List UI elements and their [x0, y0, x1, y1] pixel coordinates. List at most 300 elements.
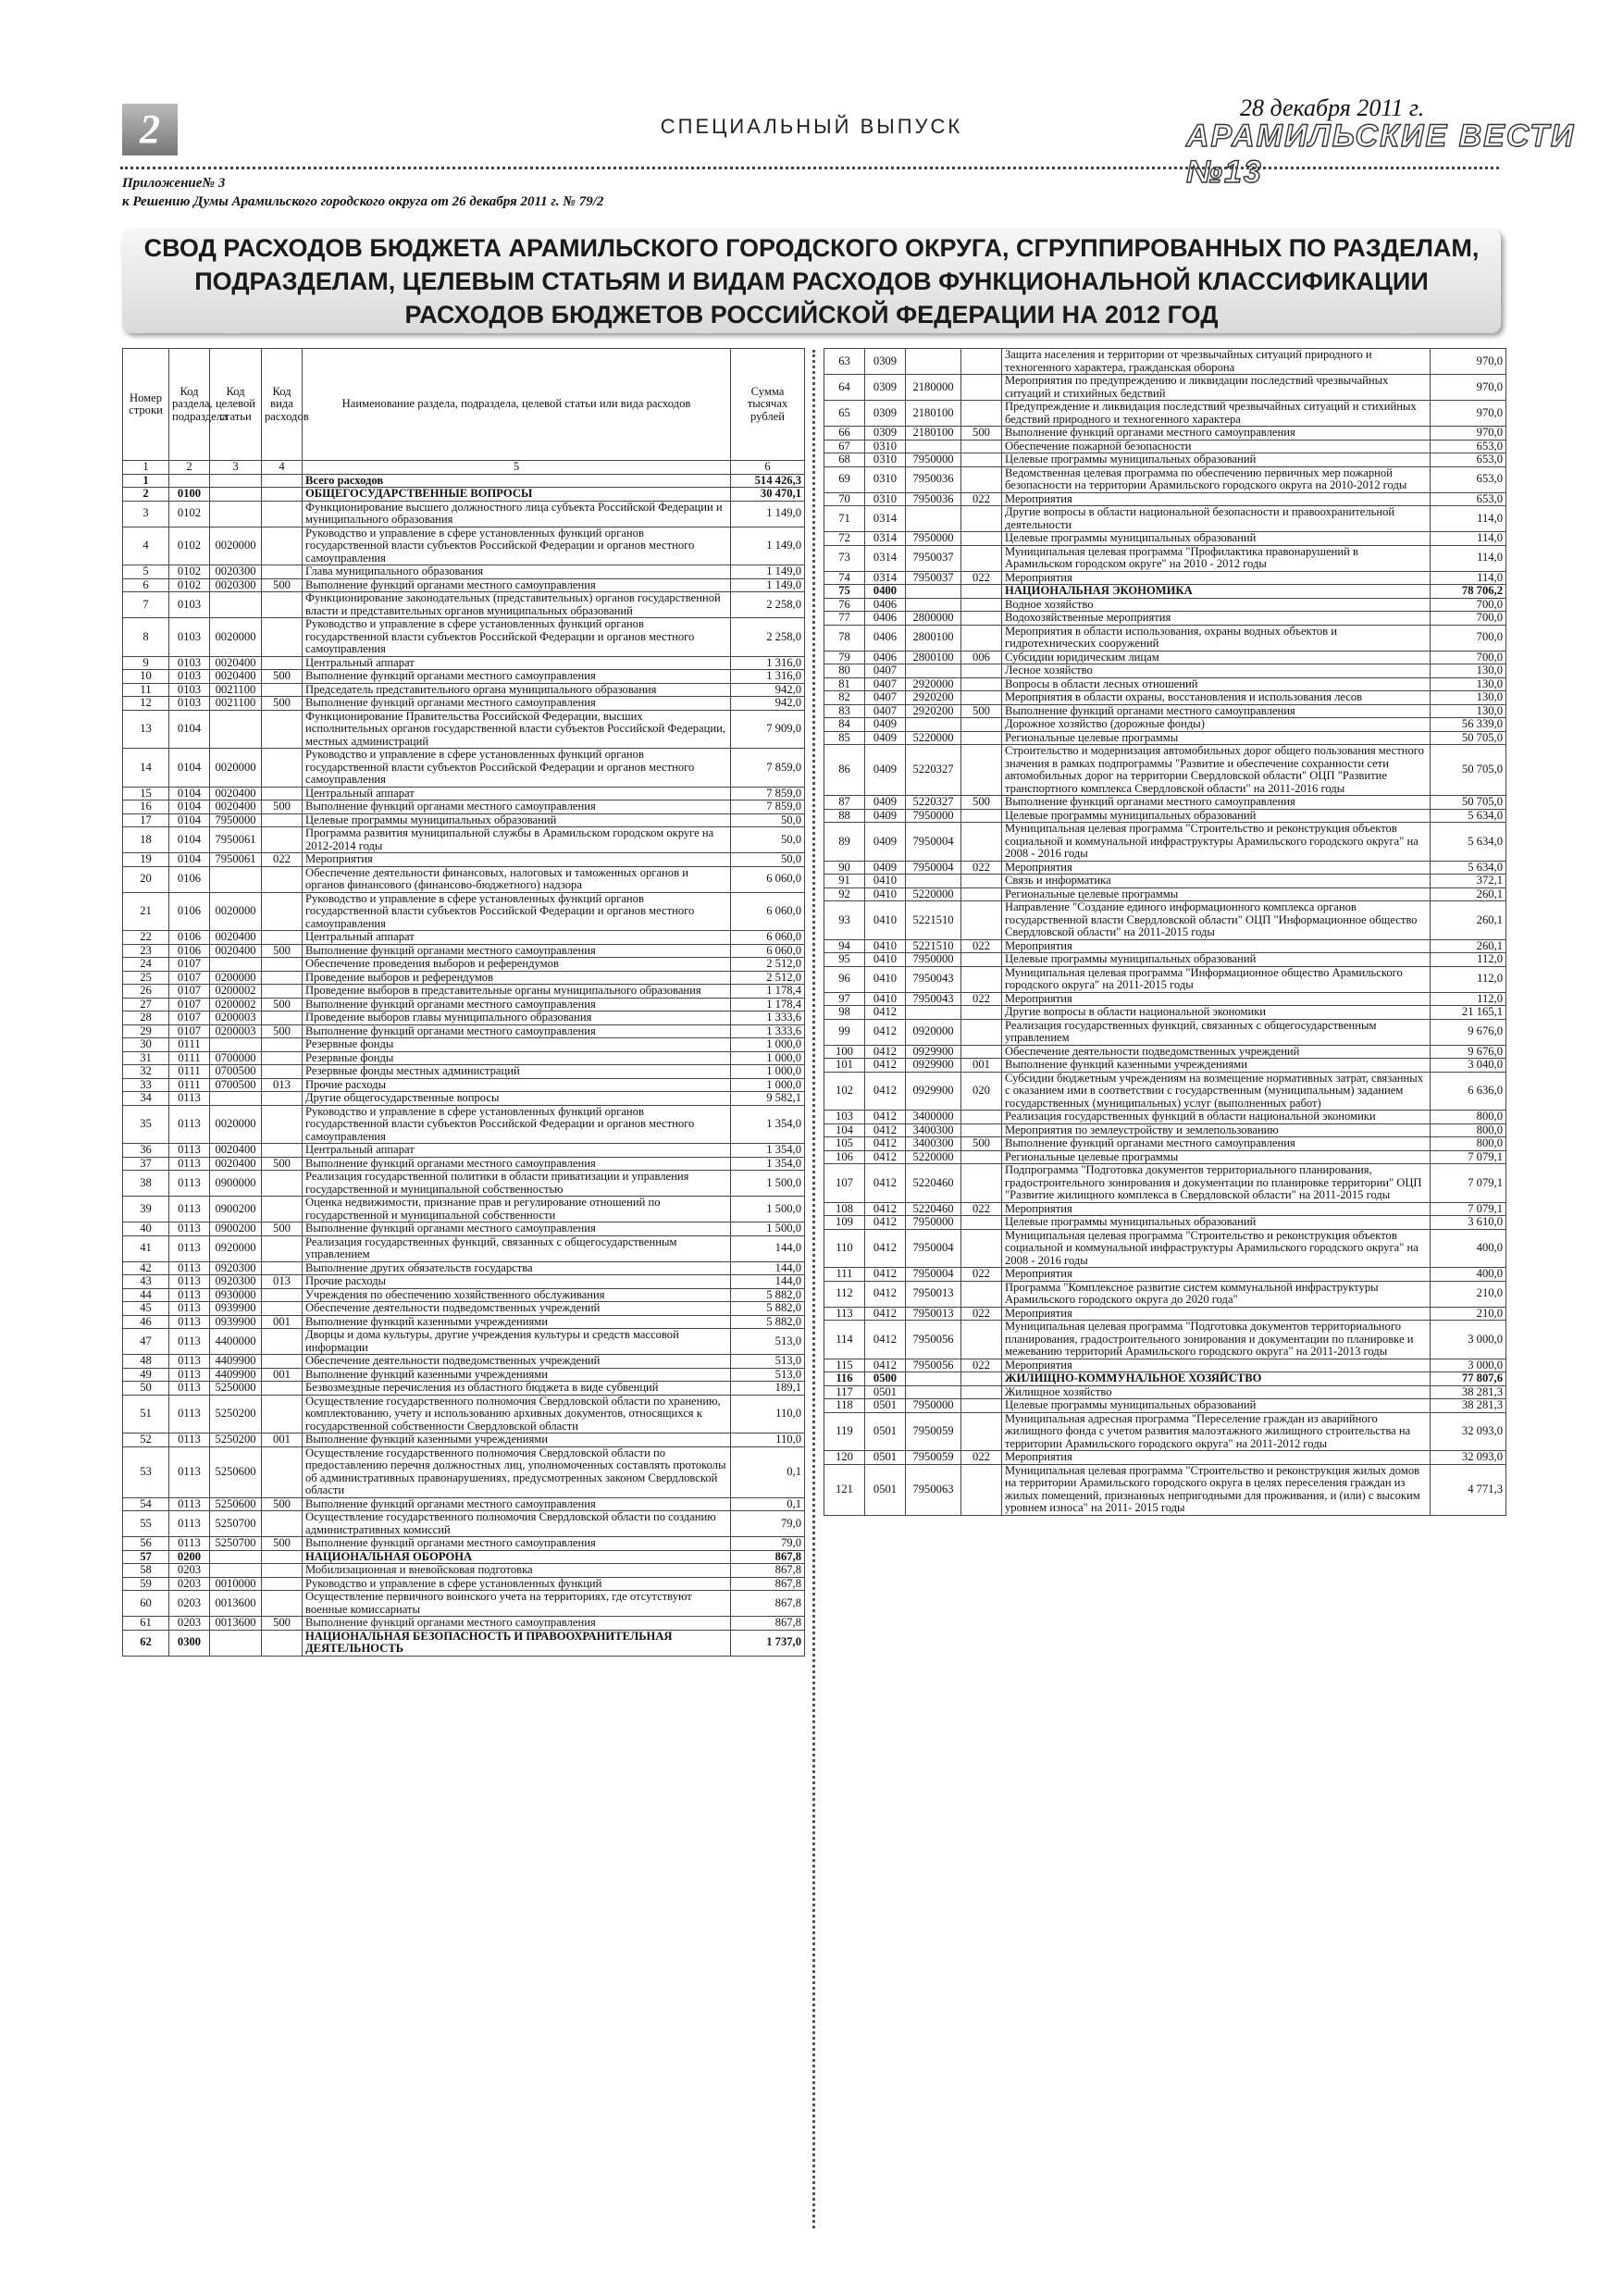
table-row — [824, 375, 1506, 401]
row-number: 14 — [123, 749, 169, 788]
article-code: 0200002 — [210, 985, 262, 999]
table-row — [824, 466, 1506, 492]
row-name: Мероприятия — [1002, 992, 1431, 1006]
row-number: 73 — [824, 545, 865, 571]
section-code: 0104 — [169, 710, 210, 749]
article-code: 2920200 — [906, 704, 961, 718]
table-row — [123, 787, 805, 800]
article-code: 0920000 — [906, 1019, 961, 1045]
row-amount: 114,0 — [1431, 571, 1506, 585]
row-name: Резервные фонды — [303, 1038, 731, 1052]
expense-type — [262, 488, 303, 502]
expense-type — [262, 787, 303, 800]
expense-type — [961, 1045, 1002, 1059]
expense-type: 500 — [262, 1157, 303, 1171]
article-code: 3400000 — [906, 1111, 961, 1124]
table-row — [824, 1111, 1506, 1124]
section-code: 0412 — [865, 1111, 906, 1124]
section-code: 0412 — [865, 1019, 906, 1045]
row-name: Функционирование законодательных (представительных) органов государственной власти и представительных органов муниципальных образований — [303, 592, 731, 618]
row-name: Функционирование Правительства Российской Федерации, высших исполнительных органов государственной власти субъектов Российской Федерации, местных администраций — [303, 710, 731, 749]
section-code: 0113 — [169, 1288, 210, 1302]
table-row — [824, 745, 1506, 796]
section-code: 0412 — [865, 1072, 906, 1111]
row-name: Мероприятия — [1002, 1202, 1431, 1216]
row-amount: 867,8 — [731, 1550, 805, 1564]
article-code: 7950000 — [906, 453, 961, 467]
section-code: 0111 — [169, 1038, 210, 1052]
expense-type — [262, 710, 303, 749]
row-number: 115 — [824, 1359, 865, 1372]
row-number: 81 — [824, 677, 865, 691]
row-number: 117 — [824, 1385, 865, 1399]
row-name: Резервные фонды — [303, 1051, 731, 1065]
table-row — [123, 1315, 805, 1329]
table-row — [123, 474, 805, 488]
row-number: 36 — [123, 1144, 169, 1158]
row-amount: 400,0 — [1431, 1268, 1506, 1282]
row-amount: 5 882,0 — [731, 1288, 805, 1302]
table-left-column — [122, 348, 805, 1657]
article-code: 0929900 — [906, 1072, 961, 1111]
row-amount: 9 582,1 — [731, 1092, 805, 1106]
table-row — [824, 796, 1506, 810]
row-amount: 130,0 — [1431, 664, 1506, 678]
row-amount: 1 000,0 — [731, 1078, 805, 1092]
expense-type: 022 — [961, 1359, 1002, 1372]
article-code: 7950004 — [906, 861, 961, 875]
row-name: Реализация государственных функций, связанных с общегосударственным управлением — [1002, 1019, 1431, 1045]
row-amount: 5 882,0 — [731, 1315, 805, 1329]
table-row — [824, 1268, 1506, 1282]
table-row — [123, 1577, 805, 1591]
table-row — [824, 823, 1506, 862]
row-amount: 1 178,4 — [731, 985, 805, 999]
row-name: Центральный аппарат — [303, 931, 731, 945]
header-expense-type-code: Код вида расходов — [262, 349, 303, 461]
row-number: 67 — [824, 440, 865, 453]
article-code — [906, 1006, 961, 1020]
row-number: 88 — [824, 809, 865, 823]
row-number: 94 — [824, 939, 865, 953]
article-code: 5220460 — [906, 1202, 961, 1216]
table-row — [123, 578, 805, 592]
row-number: 64 — [824, 375, 865, 401]
table-row — [824, 440, 1506, 453]
expense-type — [961, 349, 1002, 375]
section-code: 0106 — [169, 944, 210, 958]
table-row — [824, 1150, 1506, 1164]
article-code: 0020000 — [210, 527, 262, 565]
expense-type — [961, 401, 1002, 427]
expense-type: 022 — [961, 992, 1002, 1006]
row-amount: 32 093,0 — [1431, 1451, 1506, 1465]
expense-type — [262, 931, 303, 945]
section-code: 0309 — [865, 427, 906, 441]
expense-type: 022 — [961, 1268, 1002, 1282]
row-amount: 21 165,1 — [1431, 1006, 1506, 1020]
table-row — [123, 1261, 805, 1275]
row-name: Мероприятия по землеустройству и землепользованию — [1002, 1123, 1431, 1137]
section-code: 0102 — [169, 565, 210, 579]
row-number: 22 — [123, 931, 169, 945]
row-amount: 4 771,3 — [1431, 1464, 1506, 1515]
row-name: Обеспечение проведения выборов и референдумов — [303, 958, 731, 972]
section-code: 0103 — [169, 656, 210, 670]
table-row — [824, 966, 1506, 992]
article-code: 0200000 — [210, 971, 262, 985]
article-code: 7950056 — [906, 1321, 961, 1359]
table-row — [824, 992, 1506, 1006]
row-amount: 942,0 — [731, 683, 805, 697]
article-code — [906, 506, 961, 532]
expense-type — [961, 545, 1002, 571]
row-amount: 970,0 — [1431, 349, 1506, 375]
article-code: 0020400 — [210, 787, 262, 800]
row-amount: 50 705,0 — [1431, 745, 1506, 796]
row-name: Реализация государственных функций в области национальной экономики — [1002, 1111, 1431, 1124]
row-number: 50 — [123, 1382, 169, 1396]
table-row — [123, 853, 805, 867]
article-code: 0020400 — [210, 1144, 262, 1158]
expense-type: 022 — [961, 939, 1002, 953]
row-name: Выполнение функций органами местного самоуправления — [303, 1222, 731, 1236]
article-code: 0020000 — [210, 1105, 262, 1144]
row-number: 97 — [824, 992, 865, 1006]
expense-type: 001 — [262, 1368, 303, 1382]
section-code: 0200 — [169, 1550, 210, 1564]
row-amount: 1 737,0 — [731, 1630, 805, 1656]
row-number: 47 — [123, 1329, 169, 1355]
expense-type — [961, 1372, 1002, 1386]
row-name: Другие вопросы в области национальной безопасности и правоохранительной деятельности — [1002, 506, 1431, 532]
section-code: 0500 — [865, 1372, 906, 1386]
expense-type — [961, 901, 1002, 940]
article-code: 0920300 — [210, 1261, 262, 1275]
section-code: 0111 — [169, 1078, 210, 1092]
expense-type — [262, 1038, 303, 1052]
row-number: 33 — [123, 1078, 169, 1092]
expense-type — [961, 875, 1002, 888]
expense-type — [262, 656, 303, 670]
row-name: Прочие расходы — [303, 1275, 731, 1289]
row-name: Мероприятия в области охраны, восстановления и использования лесов — [1002, 691, 1431, 705]
expense-type: 022 — [961, 1307, 1002, 1321]
column-divider — [812, 350, 815, 2228]
row-number: 116 — [824, 1372, 865, 1386]
section-code: 0314 — [865, 571, 906, 585]
table-row — [824, 1372, 1506, 1386]
row-number: 84 — [824, 718, 865, 732]
section-code: 0501 — [865, 1451, 906, 1465]
section-code: 0203 — [169, 1591, 210, 1617]
row-number: 80 — [824, 664, 865, 678]
article-code: 0900200 — [210, 1197, 262, 1222]
expense-type: 500 — [262, 697, 303, 711]
row-amount: 942,0 — [731, 697, 805, 711]
row-name: Муниципальная целевая программа "Строительство и реконструкция жилых домов на территории Арамильского городского округа в целях переселения граждан из жилых помещений, признанных непригодными для проживания, и (или) с высоким уровнем износа" на 2011- 2015 годы — [1002, 1464, 1431, 1515]
expense-type — [961, 1412, 1002, 1451]
row-number: 95 — [824, 953, 865, 967]
row-name: Программа развития муниципальной службы в Арамильском городском округе на 2012-2014 годы — [303, 827, 731, 853]
expense-type — [262, 1446, 303, 1497]
section-code: 0100 — [169, 488, 210, 502]
row-number: 59 — [123, 1577, 169, 1591]
section-code: 0104 — [169, 827, 210, 853]
expense-type — [961, 532, 1002, 546]
table-row — [123, 1144, 805, 1158]
row-name: Осуществление государственного полномочия Свердловской области по предоставлению перечня должностных лиц, уполномоченных составлять протоколы об административных правонарушениях, предусмотренных законом Свердловской области — [303, 1446, 731, 1497]
row-amount: 1 316,0 — [731, 656, 805, 670]
row-amount: 1 500,0 — [731, 1197, 805, 1222]
row-name: Водное хозяйство — [1002, 598, 1431, 612]
section-code: 0412 — [865, 1321, 906, 1359]
expense-type — [961, 1111, 1002, 1124]
row-amount: 867,8 — [731, 1617, 805, 1631]
table-row — [123, 1395, 805, 1433]
article-code: 0700000 — [210, 1051, 262, 1065]
expense-type: 001 — [262, 1315, 303, 1329]
article-code: 7950004 — [906, 1268, 961, 1282]
row-name: Выполнение функций органами местного самоуправления — [1002, 427, 1431, 441]
table-row — [123, 592, 805, 618]
article-code: 7950059 — [906, 1412, 961, 1451]
article-code: 4400000 — [210, 1329, 262, 1355]
row-number: 118 — [824, 1399, 865, 1413]
row-name: Вопросы в области лесных отношений — [1002, 677, 1431, 691]
article-code: 2180000 — [906, 375, 961, 401]
section-code: 0412 — [865, 1045, 906, 1059]
row-number: 83 — [824, 704, 865, 718]
table-row — [824, 953, 1506, 967]
article-code: 3400300 — [906, 1137, 961, 1151]
article-code: 0010000 — [210, 1577, 262, 1591]
article-code — [906, 664, 961, 678]
table-row — [824, 1059, 1506, 1073]
expense-type — [961, 375, 1002, 401]
row-name: Выполнение функций органами местного самоуправления — [303, 800, 731, 814]
table-row — [123, 1329, 805, 1355]
expense-type: 006 — [961, 651, 1002, 664]
row-name: Выполнение функций органами местного самоуправления — [303, 578, 731, 592]
expense-type: 500 — [262, 944, 303, 958]
row-number: 70 — [824, 492, 865, 506]
row-amount: 7 909,0 — [731, 710, 805, 749]
expense-type: 500 — [961, 704, 1002, 718]
section-code: 0412 — [865, 1164, 906, 1203]
row-number: 107 — [824, 1164, 865, 1203]
row-amount: 130,0 — [1431, 704, 1506, 718]
row-amount: 79,0 — [731, 1537, 805, 1551]
row-name: Муниципальная целевая программа "Строительство и реконструкция объектов социальной и коммунальной инфраструктуры Арамильского городского округа" на 2008 - 2016 годы — [1002, 1229, 1431, 1268]
article-code: 4409900 — [210, 1355, 262, 1369]
header-row-number: Номер строки — [123, 349, 169, 461]
expense-type — [262, 1144, 303, 1158]
expense-type: 500 — [262, 578, 303, 592]
row-number: 5 — [123, 565, 169, 579]
appendix-line-2: к Решению Думы Арамильского городского округа от 26 декабря 2011 г. № 79/2 — [122, 194, 604, 209]
article-code — [210, 710, 262, 749]
section-code: 0113 — [169, 1446, 210, 1497]
row-name: Целевые программы муниципальных образований — [1002, 532, 1431, 546]
article-code: 5220000 — [906, 731, 961, 745]
section-code: 0113 — [169, 1329, 210, 1355]
table-row — [824, 1399, 1506, 1413]
row-number: 18 — [123, 827, 169, 853]
row-number: 42 — [123, 1261, 169, 1275]
section-code: 0102 — [169, 527, 210, 565]
section-code: 0103 — [169, 618, 210, 657]
row-name: Мероприятия — [1002, 861, 1431, 875]
row-amount: 7 859,0 — [731, 787, 805, 800]
table-row — [824, 401, 1506, 427]
table-row — [824, 704, 1506, 718]
row-amount: 50 705,0 — [1431, 731, 1506, 745]
section-code: 0409 — [865, 745, 906, 796]
row-amount: 800,0 — [1431, 1123, 1506, 1137]
expense-type: 001 — [961, 1059, 1002, 1073]
row-amount: 260,1 — [1431, 887, 1506, 901]
expense-type — [262, 1355, 303, 1369]
section-code: 0407 — [865, 677, 906, 691]
section-code: 0407 — [865, 691, 906, 705]
row-amount: 1 500,0 — [731, 1171, 805, 1197]
row-name: Региональные целевые программы — [1002, 887, 1431, 901]
section-code: 0409 — [865, 861, 906, 875]
table-row — [824, 571, 1506, 585]
row-name: Обеспечение деятельности подведомственных учреждений — [303, 1355, 731, 1369]
article-code: 5220327 — [906, 796, 961, 810]
row-number: 17 — [123, 813, 169, 827]
row-number: 29 — [123, 1024, 169, 1038]
article-code: 7950059 — [906, 1451, 961, 1465]
row-number: 38 — [123, 1171, 169, 1197]
row-name: Мероприятия — [1002, 939, 1431, 953]
row-name: Осуществление государственного полномочия Свердловской области по хранению, комплектованию, учету и использованию архивных документов, относящихся к государственной собственности Свердловской области — [303, 1395, 731, 1433]
row-amount: 700,0 — [1431, 625, 1506, 651]
row-name: Выполнение других обязательств государства — [303, 1261, 731, 1275]
article-code: 0013600 — [210, 1591, 262, 1617]
row-name: Муниципальная целевая программа "Профилактика правонарушений в Арамильском городском округе" на 2010 - 2012 годы — [1002, 545, 1431, 571]
row-amount: 3 000,0 — [1431, 1321, 1506, 1359]
section-code: 0104 — [169, 749, 210, 788]
section-code: 0203 — [169, 1564, 210, 1578]
row-amount: 1 333,6 — [731, 1024, 805, 1038]
row-amount: 867,8 — [731, 1577, 805, 1591]
section-code: 0113 — [169, 1222, 210, 1236]
expense-type: 500 — [262, 1617, 303, 1631]
row-name: Выполнение функций органами местного самоуправления — [303, 944, 731, 958]
row-number: 13 — [123, 710, 169, 749]
article-code: 7950013 — [906, 1307, 961, 1321]
article-code — [906, 598, 961, 612]
expense-type — [262, 1302, 303, 1316]
table-row — [824, 1464, 1506, 1515]
row-name: Целевые программы муниципальных образований — [1002, 1399, 1431, 1413]
row-amount: 867,8 — [731, 1564, 805, 1578]
row-amount: 3 000,0 — [1431, 1359, 1506, 1372]
section-code: 0309 — [865, 349, 906, 375]
expense-type — [262, 1011, 303, 1025]
article-code — [906, 585, 961, 599]
expense-type: 001 — [262, 1433, 303, 1447]
section-code: 0412 — [865, 1307, 906, 1321]
row-amount: 800,0 — [1431, 1111, 1506, 1124]
expense-type: 022 — [961, 1451, 1002, 1465]
document-title: СВОД РАСХОДОВ БЮДЖЕТА АРАМИЛЬСКОГО ГОРОДСКОГО ОКРУГА, СГРУППИРОВАННЫХ ПО РАЗДЕЛАМ, ПОДРАЗДЕЛАМ, ЦЕЛЕВЫМ СТАТЬЯМ И ВИДАМ РАСХОДОВ ФУНКЦИОНАЛЬНОЙ КЛАССИФИКАЦИИ РАСХОДОВ БЮДЖЕТОВ РОССИЙСКОЙ ФЕДЕРАЦИИ НА 2012 ГОД — [143, 234, 1480, 329]
table-row — [123, 958, 805, 972]
table-row — [123, 1105, 805, 1144]
article-code: 7950000 — [906, 1399, 961, 1413]
row-number: 99 — [824, 1019, 865, 1045]
row-number: 46 — [123, 1315, 169, 1329]
expense-type — [961, 585, 1002, 599]
row-amount: 114,0 — [1431, 506, 1506, 532]
expense-type — [262, 565, 303, 579]
section-code: 0310 — [865, 440, 906, 453]
row-number: 40 — [123, 1222, 169, 1236]
table-row — [824, 718, 1506, 732]
article-code: 0020400 — [210, 944, 262, 958]
row-number: 21 — [123, 892, 169, 931]
table-row — [123, 866, 805, 892]
expense-type — [262, 1105, 303, 1144]
table-row — [123, 565, 805, 579]
section-code: 0412 — [865, 1216, 906, 1230]
expense-type — [961, 718, 1002, 732]
row-number: 71 — [824, 506, 865, 532]
table-row — [123, 931, 805, 945]
row-name: Направление "Создание единого информационного комплекса органов государственной власти Свердловской области" ОЦП "Информационное общество Свердловской области" на 2011-2015 годы — [1002, 901, 1431, 940]
section-code: 0103 — [169, 697, 210, 711]
table-row — [824, 901, 1506, 940]
table-row — [123, 1038, 805, 1052]
expense-type — [262, 958, 303, 972]
row-number: 106 — [824, 1150, 865, 1164]
table-row — [123, 749, 805, 788]
section-code: 0113 — [169, 1105, 210, 1144]
table-row — [824, 1045, 1506, 1059]
article-code: 0020000 — [210, 749, 262, 788]
expense-type — [961, 1399, 1002, 1413]
row-name: Осуществление государственного полномочия Свердловской области по созданию административных комиссий — [303, 1511, 731, 1537]
row-name: Выполнение функций казенными учреждениями — [303, 1433, 731, 1447]
page-number: 2 — [122, 104, 178, 155]
row-name: Выполнение функций органами местного самоуправления — [303, 998, 731, 1011]
row-number: 87 — [824, 796, 865, 810]
row-name: Муниципальная адресная программа "Переселение граждан из аварийного жилищного фонда с учетом развития малоэтажного жилищного строительства на территории Арамильского городского округа" на 2011-2012 годы — [1002, 1412, 1431, 1451]
row-amount: 1 149,0 — [731, 501, 805, 527]
table-row — [123, 1302, 805, 1316]
row-amount: 970,0 — [1431, 427, 1506, 441]
section-code: 0310 — [865, 492, 906, 506]
row-name: Выполнение функций органами местного самоуправления — [1002, 704, 1431, 718]
row-number: 54 — [123, 1497, 169, 1511]
row-amount: 1 000,0 — [731, 1065, 805, 1079]
row-name: Мероприятия в области использования, охраны водных объектов и гидротехнических сооружений — [1002, 625, 1431, 651]
section-code: 0412 — [865, 1202, 906, 1216]
row-name: Субсидии юридическим лицам — [1002, 651, 1431, 664]
row-amount: 400,0 — [1431, 1229, 1506, 1268]
article-code — [210, 866, 262, 892]
expense-type — [262, 813, 303, 827]
row-name: Обеспечение пожарной безопасности — [1002, 440, 1431, 453]
row-amount: 5 634,0 — [1431, 809, 1506, 823]
row-number: 3 — [123, 501, 169, 527]
row-number: 76 — [824, 598, 865, 612]
article-code: 5250000 — [210, 1382, 262, 1396]
issue-date: 28 декабря 2011 г. — [1240, 94, 1425, 121]
